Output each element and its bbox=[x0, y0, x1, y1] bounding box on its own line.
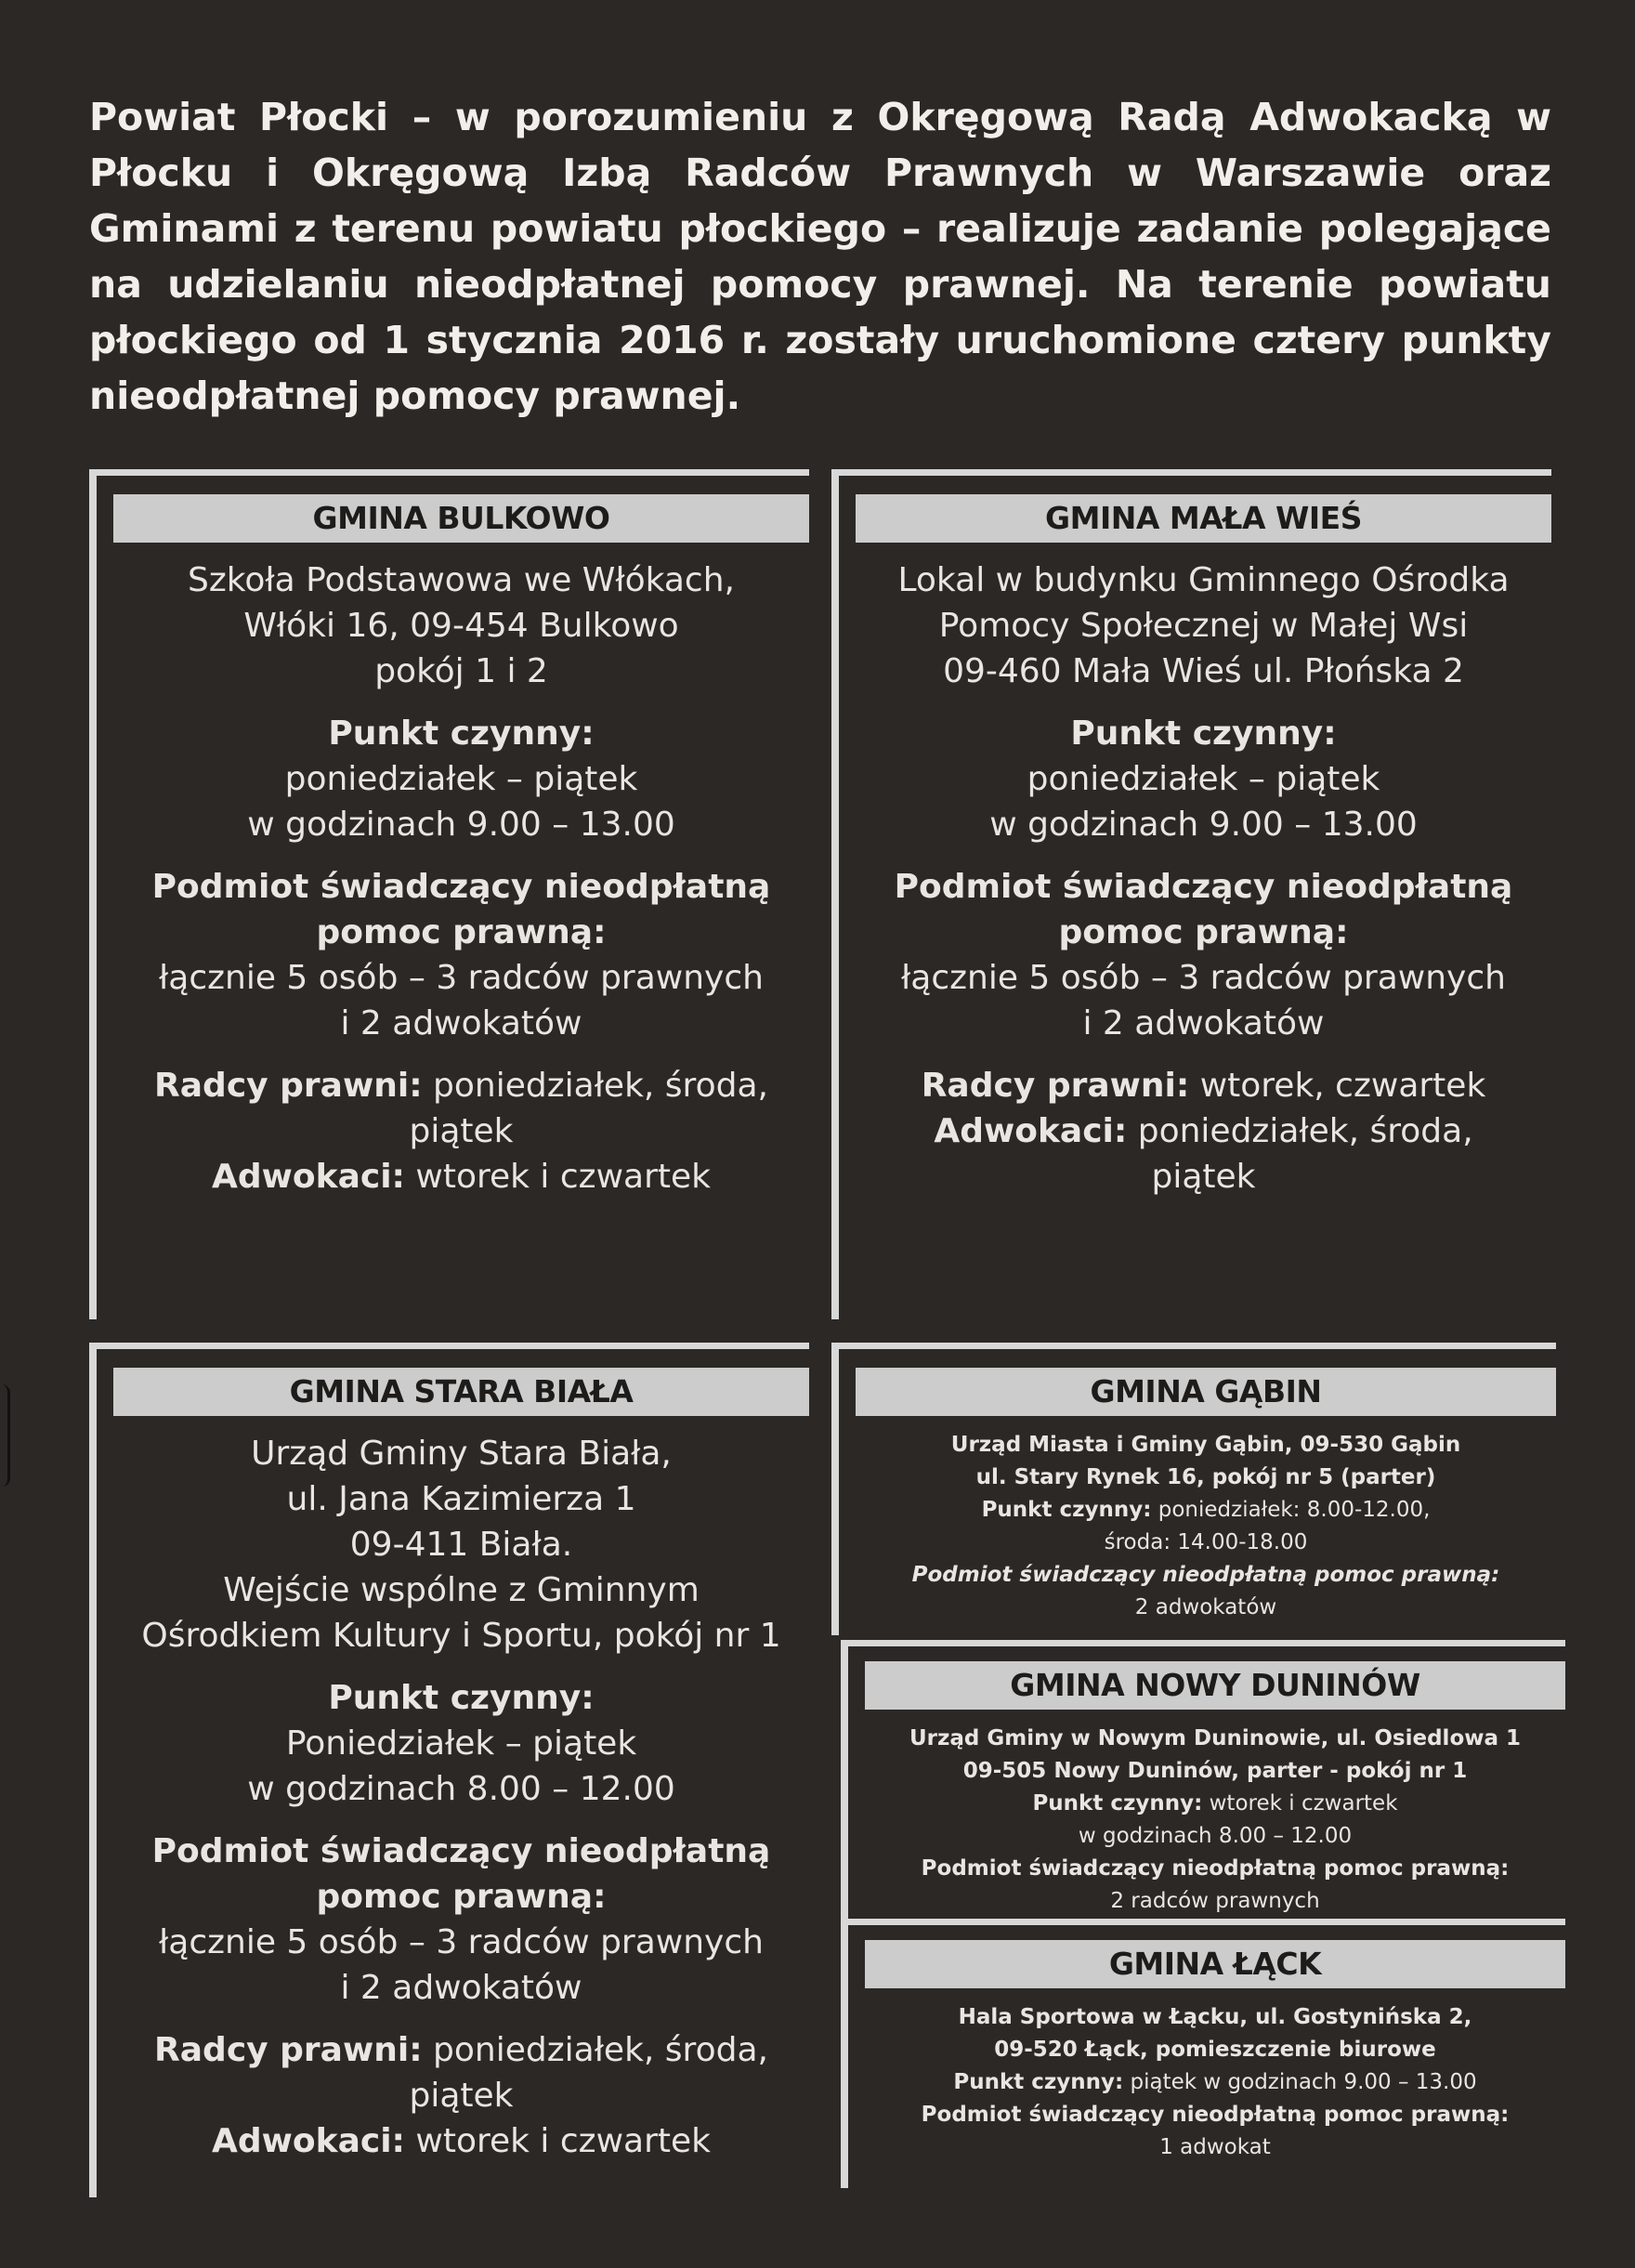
card-title: GMINA GĄBIN bbox=[856, 1368, 1556, 1416]
hours-label: Punkt czynny: bbox=[328, 1679, 595, 1717]
address-line: Urząd Miasta i Gminy Gąbin, 09-530 Gąbin bbox=[950, 1433, 1461, 1457]
hours-line: poniedziałek – piątek bbox=[1027, 760, 1380, 798]
hours-line: poniedziałek – piątek bbox=[284, 760, 638, 798]
address-line: Urząd Gminy Stara Biała, bbox=[251, 1435, 672, 1473]
adwokaci-days: piątek bbox=[1151, 1158, 1256, 1196]
provider-label: Podmiot świadczący nieodpłatną bbox=[894, 868, 1513, 906]
card-gabin bbox=[831, 1343, 1556, 1635]
radcy-label: Radcy prawni: bbox=[154, 1067, 423, 1105]
provider-line: 1 adwokat bbox=[1159, 2135, 1271, 2159]
card-title: GMINA BULKOWO bbox=[113, 494, 809, 543]
hours-label: Punkt czynny: bbox=[1070, 714, 1337, 753]
provider-label: pomoc prawną: bbox=[1058, 913, 1349, 951]
hours-line: Poniedziałek – piątek bbox=[285, 1724, 637, 1763]
hours-line: środa: 14.00-18.00 bbox=[1104, 1530, 1308, 1554]
provider-line: 2 radców prawnych bbox=[1110, 1889, 1320, 1913]
radcy-days: piątek bbox=[409, 2077, 514, 2115]
provider-line: łącznie 5 osób – 3 radców prawnych bbox=[159, 959, 764, 997]
adwokaci-days: poniedziałek, środa, bbox=[1127, 1112, 1473, 1150]
provider-line: i 2 adwokatów bbox=[1082, 1004, 1325, 1042]
adwokaci-label: Adwokaci: bbox=[212, 1158, 405, 1196]
provider-label: pomoc prawną: bbox=[316, 1878, 607, 1916]
adwokaci-label: Adwokaci: bbox=[934, 1112, 1128, 1150]
address-line: Pomocy Społecznej w Małej Wsi bbox=[938, 607, 1469, 645]
hours-line: poniedziałek: 8.00-12.00, bbox=[1151, 1498, 1431, 1522]
adwokaci-label: Adwokaci: bbox=[212, 2122, 405, 2160]
hours-line: wtorek i czwartek bbox=[1202, 1791, 1398, 1816]
provider-line: 2 adwokatów bbox=[1134, 1595, 1277, 1619]
provider-label: Podmiot świadczący nieodpłatną pomoc prawną: bbox=[921, 1856, 1510, 1881]
address-line: 09-520 Łąck, pomieszczenie biurowe bbox=[994, 2038, 1436, 2062]
card-bulkowo bbox=[89, 469, 809, 1319]
provider-line: i 2 adwokatów bbox=[340, 1969, 582, 2007]
radcy-label: Radcy prawni: bbox=[921, 1067, 1190, 1105]
provider-line: i 2 adwokatów bbox=[340, 1004, 582, 1042]
hours-line: w godzinach 8.00 – 12.00 bbox=[1078, 1824, 1353, 1848]
address-line: Hala Sportowa w Łącku, ul. Gostynińska 2, bbox=[958, 2005, 1472, 2029]
intro-paragraph: Powiat Płocki – w porozumieniu z Okręgową Radą Adwokacką w Płocku i Okręgową Izbą Radców Prawnych w Warszawie oraz Gminami z terenu powiatu płockiego – realizuje zadanie polegające na udzielaniu nieodpłatnej pomocy prawnej. Na terenie powiatu płockiego od 1 stycznia 2016 r. zostały uruchomione cztery punkty nieodpłatnej pomocy prawnej. bbox=[89, 95, 1551, 418]
provider-label: pomoc prawną: bbox=[316, 913, 607, 951]
radcy-days: poniedziałek, środa, bbox=[422, 2031, 768, 2069]
address-line: Ośrodkiem Kultury i Sportu, pokój nr 1 bbox=[141, 1617, 781, 1655]
provider-label: Podmiot świadczący nieodpłatną pomoc prawną: bbox=[911, 1563, 1500, 1587]
provider-label: Podmiot świadczący nieodpłatną bbox=[151, 1832, 771, 1870]
hours-label: Punkt czynny: bbox=[328, 714, 595, 753]
adwokaci-days: wtorek i czwartek bbox=[404, 2122, 711, 2160]
card-title: GMINA MAŁA WIEŚ bbox=[856, 494, 1551, 543]
radcy-days: poniedziałek, środa, bbox=[422, 1067, 768, 1105]
hours-line: w godzinach 9.00 – 13.00 bbox=[989, 806, 1418, 844]
hours-label: Punkt czynny: bbox=[981, 1498, 1152, 1522]
hours-line: w godzinach 9.00 – 13.00 bbox=[247, 806, 675, 844]
card-nowy-duninow bbox=[841, 1640, 1565, 1919]
address-line: 09-460 Mała Wieś ul. Płońska 2 bbox=[943, 652, 1464, 690]
radcy-days: wtorek, czwartek bbox=[1189, 1067, 1486, 1105]
card-lack bbox=[841, 1919, 1565, 2188]
radcy-days: piątek bbox=[409, 1112, 514, 1150]
hours-label: Punkt czynny: bbox=[953, 2070, 1124, 2094]
address-line: Włóki 16, 09-454 Bulkowo bbox=[243, 607, 679, 645]
hours-line: w godzinach 8.00 – 12.00 bbox=[247, 1770, 675, 1808]
address-line: ul. Jana Kazimierza 1 bbox=[286, 1480, 636, 1518]
card-mala-wies bbox=[831, 469, 1551, 1319]
scan-edge-mark bbox=[2, 1384, 10, 1487]
address-line: 09-411 Biała. bbox=[349, 1526, 573, 1564]
card-title: GMINA NOWY DUNINÓW bbox=[865, 1661, 1565, 1710]
address-line: Urząd Gminy w Nowym Duninowie, ul. Osiedlowa 1 bbox=[909, 1726, 1522, 1750]
provider-line: łącznie 5 osób – 3 radców prawnych bbox=[159, 1923, 764, 1961]
card-title: GMINA STARA BIAŁA bbox=[113, 1368, 809, 1416]
hours-line: piątek w godzinach 9.00 – 13.00 bbox=[1123, 2070, 1477, 2094]
card-title: GMINA ŁĄCK bbox=[865, 1940, 1565, 1988]
radcy-label: Radcy prawni: bbox=[154, 2031, 423, 2069]
address-line: Wejście wspólne z Gminnym bbox=[223, 1571, 700, 1609]
provider-label: Podmiot świadczący nieodpłatną bbox=[151, 868, 771, 906]
card-stara-biala bbox=[89, 1343, 809, 2197]
address-line: ul. Stary Rynek 16, pokój nr 5 (parter) bbox=[975, 1465, 1436, 1489]
address-line: Lokal w budynku Gminnego Ośrodka bbox=[897, 561, 1510, 599]
address-line: Szkoła Podstawowa we Włókach, bbox=[188, 561, 735, 599]
address-line: 09-505 Nowy Duninów, parter - pokój nr 1 bbox=[962, 1759, 1468, 1783]
provider-line: łącznie 5 osób – 3 radców prawnych bbox=[901, 959, 1506, 997]
address-line: pokój 1 i 2 bbox=[374, 652, 548, 690]
provider-label: Podmiot świadczący nieodpłatną pomoc prawną: bbox=[921, 2103, 1510, 2127]
hours-label: Punkt czynny: bbox=[1032, 1791, 1203, 1816]
adwokaci-days: wtorek i czwartek bbox=[404, 1158, 711, 1196]
